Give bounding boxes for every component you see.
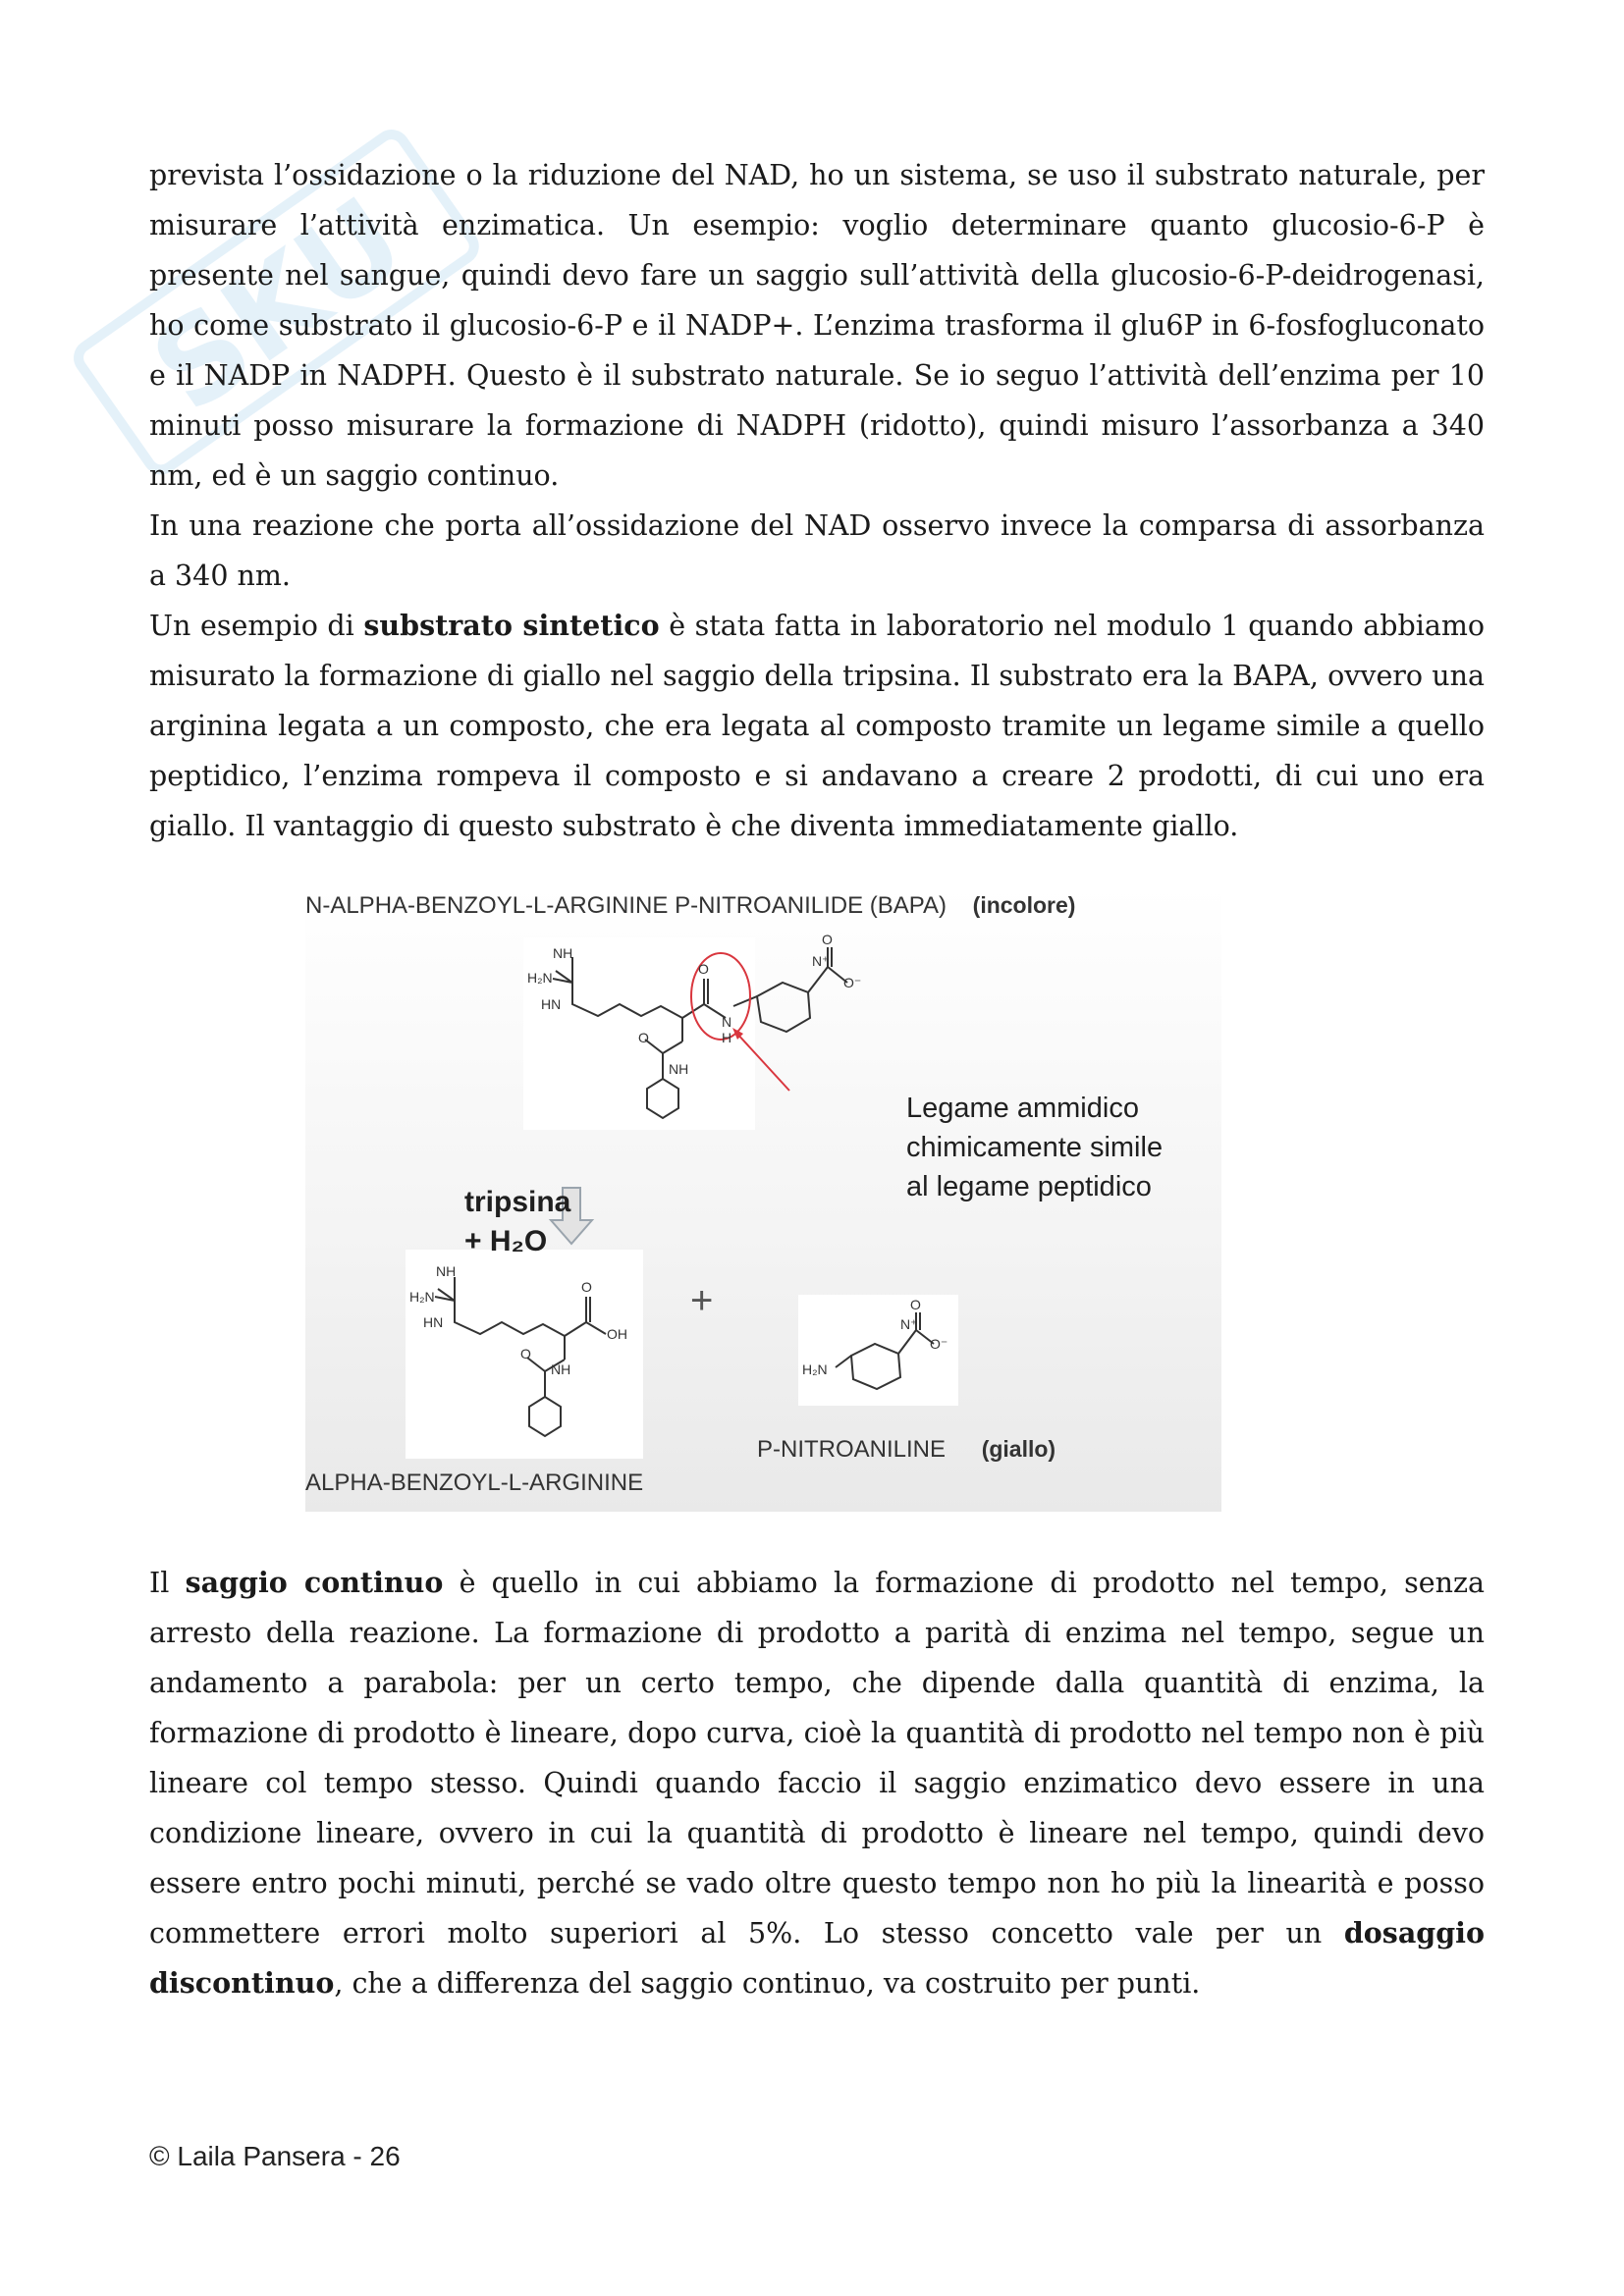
reagent-label: [464, 1183, 570, 1261]
paragraph: [149, 150, 1485, 501]
bapa-title-note: (incolore): [972, 892, 1076, 918]
bold-term: dosaggio discontinuo: [149, 1916, 1485, 2000]
paragraph: [149, 501, 1485, 601]
atom-label: NH: [436, 1263, 457, 1279]
page-footer: © Laila Pansera - 26: [149, 2141, 401, 2171]
atom-label: HN: [423, 1314, 444, 1330]
atom-label: H₂N: [527, 970, 553, 986]
atom-label: O: [520, 1346, 531, 1362]
atom-label: NH: [551, 1362, 571, 1377]
bapa-title: [305, 892, 1075, 920]
atom-label: N⁺: [812, 953, 830, 969]
text-run: prevista l’ossidazione o la riduzione del NAD, ho un sistema, se uso il substrato naturale, per misurare l’attività enzimatica. Un esempio: voglio determinare quanto glucosio-6-P è presente nel sangue, quindi devo fare un saggio sull’attività della glucosio-6-P-deidrogenasi, ho come substrato il glucosio-6-P e il NADP+. L’enzima trasforma il glu6P in 6-fosfogluconato e il NADP in NADPH. Questo è il substrato naturale. Se io seguo l’attività dell’enzima per 10 minuti posso misurare la formazione di NADPH (ridotto), quindi misuro l’assorbanza a 340 nm, ed è un saggio continuo.: [149, 159, 1485, 492]
atom-label: O: [822, 932, 833, 947]
atom-label: O: [698, 961, 709, 977]
atom-label: O⁻: [930, 1336, 948, 1352]
text-run: è quello in cui abbiamo la formazione di prodotto nel tempo, senza arresto della reazione. La formazione di prodotto a parità di enzima nel tempo, segue un andamento a parabola: per un certo tempo, che dipende dalla quantità di enzima, la formazione di prodotto è lineare, dopo curva, cioè la quantità di prodotto nel tempo non è più lineare col tempo stesso. Quindi quando faccio il saggio enzimatico devo essere in una condizione lineare, ovvero in cui la quantità di prodotto è lineare nel tempo, quindi devo essere entro pochi minuti, perché se vado oltre questo tempo non ho più la linearità e posso commettere errori molto superiori al 5%. Lo stesso concetto vale per un: [149, 1567, 1485, 1949]
text-run: In una reazione che porta all’ossidazione del NAD osservo invece la comparsa di assorbanza a 340 nm.: [149, 509, 1485, 592]
atom-label: H₂N: [802, 1362, 828, 1377]
callout-line: chimicamente simile: [906, 1132, 1164, 1163]
product2-caption: [757, 1436, 1056, 1464]
text-run: Il: [149, 1567, 186, 1599]
bold-term: saggio continuo: [185, 1566, 444, 1599]
amide-callout: [906, 1089, 1163, 1206]
atom-label: O: [581, 1279, 592, 1295]
plus-sign: +: [690, 1279, 714, 1322]
text-run: , che a differenza del saggio continuo, va costruito per punti.: [334, 1967, 1201, 2000]
atom-label: OH: [607, 1326, 627, 1342]
paragraph: [149, 1558, 1485, 2008]
svg-text:SKU: SKU: [129, 172, 429, 440]
atom-label: O⁻: [843, 975, 862, 990]
atom-label: NH: [669, 1061, 689, 1077]
atom-label: HN: [541, 996, 562, 1012]
text-run: Un esempio di: [149, 610, 364, 642]
reagent-water: + H₂O: [464, 1225, 548, 1257]
bapa-reaction-figure: [305, 886, 1221, 1512]
paragraph: [149, 601, 1485, 851]
bold-term: substrato sintetico: [363, 609, 660, 642]
atom-label: N⁺: [900, 1316, 918, 1332]
product1-label: ALPHA-BENZOYL-L-ARGININE: [305, 1469, 644, 1496]
atom-label: N: [722, 1014, 732, 1030]
product2-label: P-NITROANILINE: [757, 1436, 947, 1463]
atom-label: NH: [553, 945, 573, 961]
reagent-enzyme: tripsina: [464, 1186, 571, 1218]
text-run: è stata fatta in laboratorio nel modulo 1 quando abbiamo misurato la formazione di giallo nel saggio della tripsina. Il substrato era la BAPA, ovvero una arginina legata a un composto, che era legata al composto tramite un legame simile a quello peptidico, l’enzima rompeva il composto e si andavano a creare 2 prodotti, di cui uno era giallo. Il vantaggio di questo substrato è che diventa immediatamente giallo.: [149, 610, 1486, 842]
atom-label: O: [910, 1297, 921, 1312]
product2-note: (giallo): [981, 1436, 1056, 1462]
bapa-title-text: N-ALPHA-BENZOYL-L-ARGININE P-NITROANILIDE (BAPA): [305, 892, 947, 919]
atom-label: H₂N: [409, 1289, 435, 1305]
atom-label: O: [638, 1030, 649, 1045]
callout-line: Legame ammidico: [906, 1093, 1139, 1124]
body-text-top: [149, 150, 1485, 851]
callout-line: al legame peptidico: [906, 1171, 1152, 1202]
atom-label: H: [722, 1030, 732, 1045]
body-text-bottom: [149, 1558, 1485, 2008]
